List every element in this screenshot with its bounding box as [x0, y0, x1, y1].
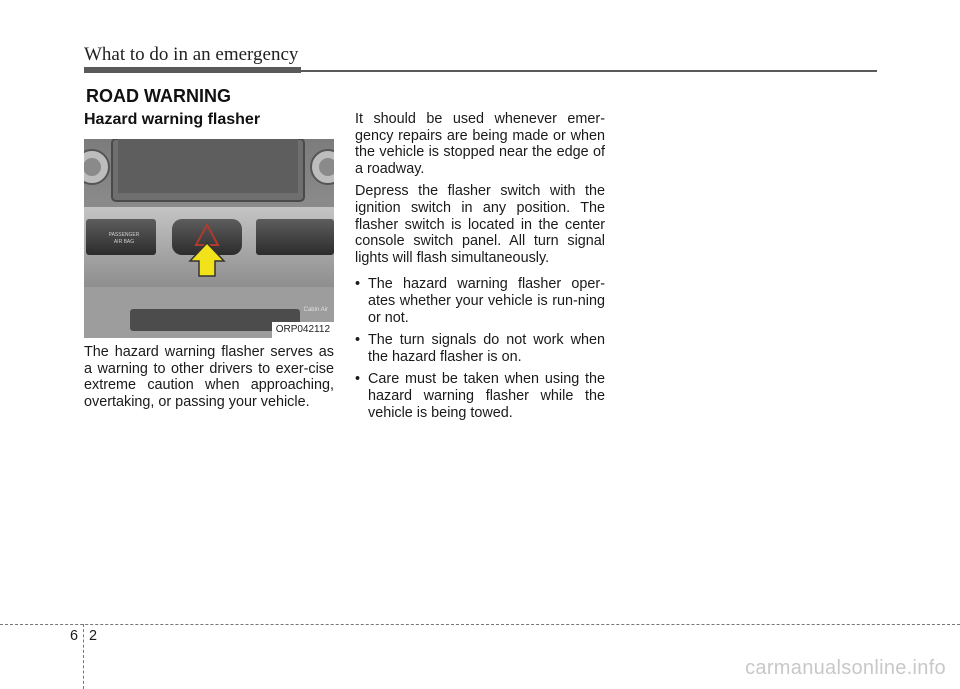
list-item — [355, 276, 605, 326]
list-item — [355, 332, 605, 365]
intro-paragraph: The hazard warning flasher serves as a warning to other drivers to exer-cise extreme caution when approaching, overtaking, or passing your vehicle. — [84, 344, 334, 410]
header-rule-accent — [84, 67, 301, 73]
operation-paragraph: Depress the flasher switch with the ignition switch in any position. The flasher switch is located in the center console switch panel. All turn signal lights will flash simultaneously. — [355, 183, 605, 266]
chapter-header-title: What to do in an emergency — [84, 44, 299, 65]
figure-caption: ORP042112 — [272, 322, 334, 338]
list-item-text: Care must be taken when using the hazard warning flasher while the vehicle is being towed. — [368, 371, 605, 421]
right-column — [355, 111, 605, 427]
list-item-text: The hazard warning flasher oper-ates whether your vehicle is run-ning or not. — [368, 276, 605, 326]
footer-gutter-line — [83, 624, 84, 689]
bullet-icon: • — [355, 276, 361, 293]
subheading: Hazard warning flasher — [84, 111, 261, 128]
footer-divider — [0, 624, 960, 625]
dashboard-illustration — [84, 139, 334, 338]
bullet-icon: • — [355, 332, 361, 349]
notes-list — [355, 276, 605, 421]
section-heading: ROAD WARNING — [86, 86, 231, 106]
list-item-text: The turn signals do not work when the hazard flasher is on. — [368, 332, 605, 365]
hazard-switch-figure — [84, 139, 334, 338]
list-item — [355, 371, 605, 421]
bullet-icon: • — [355, 371, 361, 388]
page-chapter-number: 6 — [70, 628, 79, 644]
panel-label-airbag: AIR BAG — [113, 239, 135, 245]
watermark: carmanualsonline.info — [745, 657, 946, 679]
page-number: 2 — [89, 628, 98, 644]
panel-label-passenger: PASSENGER — [108, 232, 140, 238]
cabin-air-label: Cabin Air — [303, 307, 328, 313]
right-switch-blank — [256, 219, 334, 255]
usage-paragraph: It should be used whenever emer-gency repairs are being made or when the vehicle is stopped near the edge of a roadway. — [355, 111, 605, 177]
